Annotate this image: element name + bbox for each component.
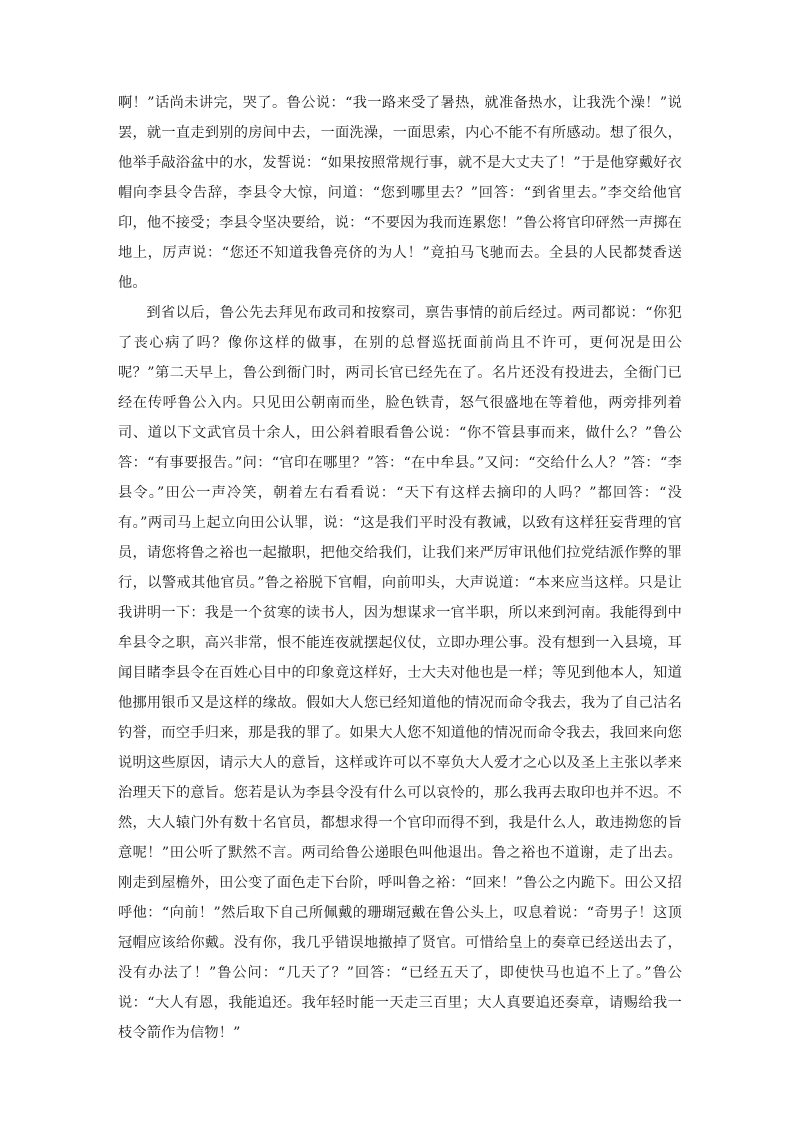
paragraph-2: 到省以后，鲁公先去拜见布政司和按察司，禀告事情的前后经过。两司都说：“你犯了丧心病了吗？像你这样的做事，在别的总督巡抚面前尚且不许可，更何况是田公呢？”第二天早上，鲁公到衙门时，两司长官已经先在了。名片还没有投进去，全衙门已经在传呼鲁公入内。只见田公朝南而坐，脸色铁青，怒气很盛地在等着他，两旁排列着司、道以下文武官员十余人，田公斜着眼看鲁公说：“你不管县事而来，做什么？”鲁公答：“有事要报告。”问：“官印在哪里？”答：“在中牟县。”又问：“交给什么人？”答：“李县令。”田公一声冷笑，朝着左右看看说：“天下有这样去摘印的人吗？”都回答：“没有。”两司马上起立向田公认罪，说：“这是我们平时没有教诫，以致有这样狂妄背理的官员，请您将鲁之裕也一起撤职，把他交给我们，让我们来严厉审讯他们拉党结派作弊的罪行，以警戒其他官员。”鲁之裕脱下官帽，向前叩头，大声说道：“本来应当这样。只是让我讲明一下：我是一个贫寒的读书人，因为想谋求一官半职，所以来到河南。我能得到中牟县令之职，高兴非常，恨不能连夜就摆起仪仗，立即办理公事。没有想到一入县境，耳闻目睹李县令在百姓心目中的印象竟这样好，士大夫对他也是一样；等见到他本人，知道他挪用银币又是这样的缘故。假如大人您已经知道他的情况而命令我去，我为了自己沽名钓誉，而空手归来，那是我的罪了。如果大人您不知道他的情况而命令我去，我回来向您说明这些原因，请示大人的意旨，这样或许可以不辜负大人爱才之心以及圣上主张以孝来治理天下的意旨。您若是认为李县令没有什么可以哀怜的，那么我再去取印也并不迟。不然，大人辕门外有数十名官员，都想求得一个官印而得不到，我是什么人，敢违拗您的旨意呢！”田公听了默然不言。两司给鲁公递眼色叫他退出。鲁之裕也不道谢，走了出去。刚走到屋檐外，田公变了面色走下台阶，呼叫鲁之裕：“回来！”鲁公之内跪下。田公又招呼他：“向前！”然后取下自己所佩戴的珊瑚冠戴在鲁公头上，叹息着说：“奇男子！这顶冠帽应该给你戴。没有你，我几乎错误地撤掉了贤官。可惜给皇上的奏章已经送出去了，没有办法了！”鲁公问：“几天了？”回答：“已经五天了，即使快马也追不上了。”鲁公说：“大人有恩，我能追还。我年轻时能一天走三百里；大人真要追还奏章，请赐给我一枝令箭作为信物！” xyxy=(118,305,682,1041)
document-page xyxy=(118,88,682,1048)
paragraph-1: 啊！”话尚未讲完，哭了。鲁公说：“我一路来受了暑热，就准备热水，让我洗个澡！”说罢，就一直走到别的房间中去，一面洗澡，一面思索，内心不能不有所感动。想了很久，他举手敲浴盆中的水，发誓说：“如果按照常规行事，就不是大丈夫了！”于是他穿戴好衣帽向李县令告辞，李县令大惊，问道：“您到哪里去？”回答：“到省里去。”李交给他官印，他不接受；李县令坚决要给，说：“不要因为我而连累您！”鲁公将官印砰然一声掷在地上，厉声说：“您还不知道我鲁亮侪的为人！”竟拍马飞驰而去。全县的人民都焚香送他。 xyxy=(118,95,682,291)
